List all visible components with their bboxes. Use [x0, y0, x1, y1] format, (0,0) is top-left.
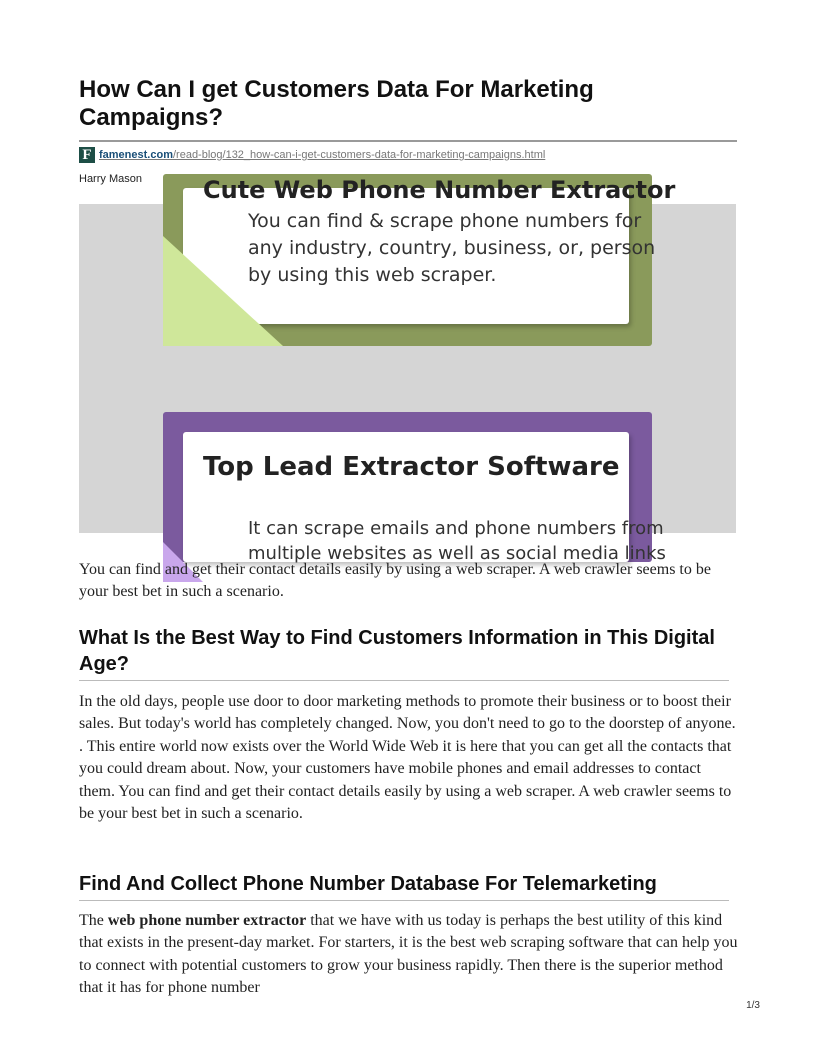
hero-card-text: It can scrape emails and phone numbers from multiple websites as well as social media links: [248, 518, 666, 564]
source-domain: famenest.com: [99, 149, 173, 161]
source-path: /read-blog/132_how-can-i-get-customers-data-for-marketing-campaigns.html: [172, 149, 546, 161]
hero-card-text: You can find & scrape phone numbers for any industry, country, business, or, person by using this web scraper.: [248, 210, 656, 286]
famenest-logo-icon: F: [79, 147, 95, 163]
section-divider: [79, 900, 729, 901]
section-heading-best-way: What Is the Best Way to Find Customers Information in This Digital Age?: [79, 627, 715, 675]
paragraph-text: The: [79, 912, 108, 929]
intro-paragraph: You can find and get their contact details easily by using a web scraper. A web crawler seems to be your best bet in such a scenario.: [79, 561, 711, 601]
author-name: Harry Mason: [79, 173, 142, 185]
section-heading-phone-database: Find And Collect Phone Number Database For Telemarketing: [79, 873, 657, 895]
section-paragraph-best-way: In the old days, people use door to door marketing methods to promote their business or to boost their sales. But today's world has completely changed. Now, you don't need to go to the doorstep of anyone. . This entire world now exists over the World Wide Web it is here that you can get all the contacts that you could dream about. Now, your customers have mobile phones and email addresses to contact them. You can find and get their contact details easily by using a web scraper. A web crawler seems to be your best bet in such a scenario.: [79, 693, 736, 823]
paragraph-text: that we have with us today is perhaps the best utility of this kind that exists in the present-day market. For starters, it is the best web scraping software that can help you to connect with potential customers to grow your business rapidly. Then there is the superior method that it has for phone number: [79, 912, 738, 997]
hero-card-heading: Cute Web Phone Number Extractor: [203, 176, 676, 204]
hero-card-heading: Top Lead Extractor Software: [203, 452, 620, 482]
folded-corner-decoration: [163, 236, 283, 346]
title-divider: [79, 140, 737, 142]
source-link[interactable]: [99, 149, 545, 161]
bold-keyword: web phone number extractor: [107, 912, 307, 929]
source-line: [79, 147, 545, 163]
hero-card-panel: [183, 432, 666, 564]
article-title: How Can I get Customers Data For Marketing Campaigns?: [79, 76, 594, 131]
page-number: 1/3: [746, 1000, 760, 1011]
section-divider: [79, 680, 729, 681]
section-paragraph-phone-database: [79, 910, 739, 1000]
hero-card-lead-extractor: [163, 412, 666, 564]
hero-card-phone-extractor: [163, 174, 676, 346]
